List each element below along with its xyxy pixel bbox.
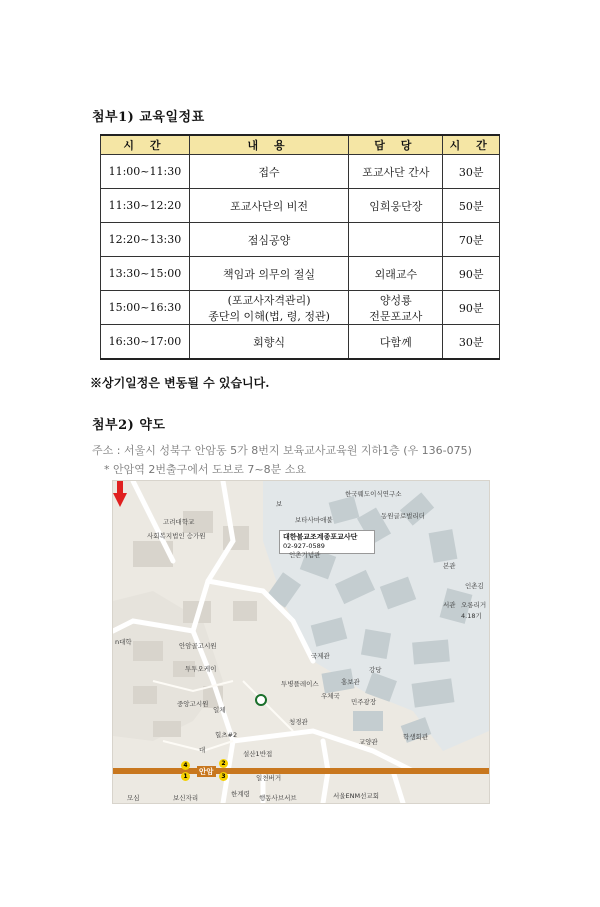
exit-badge: 4 <box>181 761 190 770</box>
map-label: 국제관 <box>311 652 330 660</box>
cell-duration: 50분 <box>443 189 500 223</box>
map-label: 홍보관 <box>341 678 360 686</box>
map-label: 대 <box>199 746 206 754</box>
table-row <box>101 223 500 257</box>
cell-person: 포교사단 간사 <box>349 155 443 189</box>
cell-person <box>349 291 443 325</box>
header-person: 담 당 <box>349 135 443 155</box>
cell-duration: 70분 <box>443 223 500 257</box>
cell-time: 12:20~13:30 <box>101 223 190 257</box>
header-time: 시 간 <box>101 135 190 155</box>
exit-badge: 3 <box>219 772 228 781</box>
map-label: 힐츠#2 <box>215 731 238 739</box>
map-label: 동원글로벌리더 <box>381 512 425 520</box>
map-label: 안암골고시원 <box>179 642 217 650</box>
map-label: 서울ENM선교회 <box>333 792 379 800</box>
table-row <box>101 155 500 189</box>
cell-time: 13:30~15:00 <box>101 257 190 291</box>
map-label: 사회복지법인 승가원 <box>147 532 206 540</box>
cell-time: 16:30~17:00 <box>101 325 190 360</box>
cell-time: 15:00~16:30 <box>101 291 190 325</box>
map-label: 한국뤠도이식연구소 <box>345 490 402 498</box>
exit-badge: 2 <box>219 759 228 768</box>
cell-person-line1: 양성룡 <box>379 293 412 307</box>
cell-content-line2: 종단의 이해(법, 령, 정관) <box>208 309 330 323</box>
table-row <box>101 291 500 325</box>
station-label: 안암 <box>199 767 214 776</box>
cell-person: 외래교수 <box>349 257 443 291</box>
map-label: 학생회관 <box>403 733 429 741</box>
location-arrow-icon <box>113 481 127 507</box>
map-label: 보타사마애불 <box>295 516 333 524</box>
map-label: 인촌기념관 <box>289 551 321 559</box>
cell-content: 점심공양 <box>189 223 348 257</box>
section1-heading: 첨부1) 교육일정표 <box>92 110 205 125</box>
cell-content: 회향식 <box>189 325 348 360</box>
map-label: 설산1반접 <box>243 750 273 758</box>
map-label: 행동사브서브 <box>259 794 297 802</box>
table-row <box>101 257 500 291</box>
map-label: 한계령 <box>231 790 250 798</box>
cell-duration: 90분 <box>443 257 500 291</box>
address-line: 주소 : 서울시 성북구 안암동 5가 8번지 보육교사교육원 지하1층 (우 136-075) <box>92 444 472 457</box>
cell-duration: 90분 <box>443 291 500 325</box>
callout-phone: 02-927-0589 <box>283 542 325 550</box>
map-label: 서관 <box>443 601 456 609</box>
map-label: 고려대학교 <box>163 518 195 526</box>
cell-content <box>189 291 348 325</box>
cell-duration: 30분 <box>443 325 500 360</box>
map-label: 민주광장 <box>351 698 377 706</box>
header-content: 내 용 <box>189 135 348 155</box>
map-label: 우체국 <box>321 692 340 700</box>
map-label: n대학 <box>115 638 132 646</box>
map-label: 교양관 <box>359 738 378 746</box>
cell-time: 11:00~11:30 <box>101 155 190 189</box>
cell-person: 임희웅단장 <box>349 189 443 223</box>
schedule-table <box>100 134 500 360</box>
map-label: 4.18기 <box>461 612 482 620</box>
header-duration: 시 간 <box>443 135 500 155</box>
section2-heading: 첨부2) 약도 <box>92 418 166 433</box>
cell-content: 포교사단의 비전 <box>189 189 348 223</box>
map-label: 일천버거 <box>256 774 282 782</box>
map-label: 강당 <box>369 666 382 674</box>
map-label: 중앙고시원 <box>177 700 209 708</box>
schedule-note: ※상기일정은 변동될 수 있습니다. <box>90 376 270 390</box>
map-label: 모심 <box>127 794 140 802</box>
schedule-header-row <box>101 135 500 155</box>
callout-title: 대한불교조계종포교사단 <box>283 533 358 541</box>
exit-badge: 1 <box>181 772 190 781</box>
cell-person <box>349 223 443 257</box>
map-label: 인촌김 <box>465 582 484 590</box>
map-label: 청경관 <box>289 718 308 726</box>
cell-person-line2: 전문포교사 <box>369 309 423 323</box>
map-label: 투병플레이스 <box>281 680 319 688</box>
cell-content-line1: (포교사자격관리) <box>227 293 311 307</box>
map-label: 오롱리거 <box>461 601 487 609</box>
cell-content: 책임과 의무의 절실 <box>189 257 348 291</box>
map-label: 보 <box>276 500 283 508</box>
directions-line: * 안암역 2번출구에서 도보로 7~8분 소요 <box>104 463 306 476</box>
map-label: 본관 <box>443 562 456 570</box>
map-label: 일체 <box>213 706 226 714</box>
cell-content: 접수 <box>189 155 348 189</box>
map-label: 보신자리 <box>173 794 199 802</box>
cell-time: 11:30~12:20 <box>101 189 190 223</box>
cell-duration: 30분 <box>443 155 500 189</box>
cell-person: 다함께 <box>349 325 443 360</box>
table-row <box>101 325 500 360</box>
table-row <box>101 189 500 223</box>
map-label: 투투오케이 <box>185 665 217 673</box>
location-map[interactable] <box>112 480 490 804</box>
